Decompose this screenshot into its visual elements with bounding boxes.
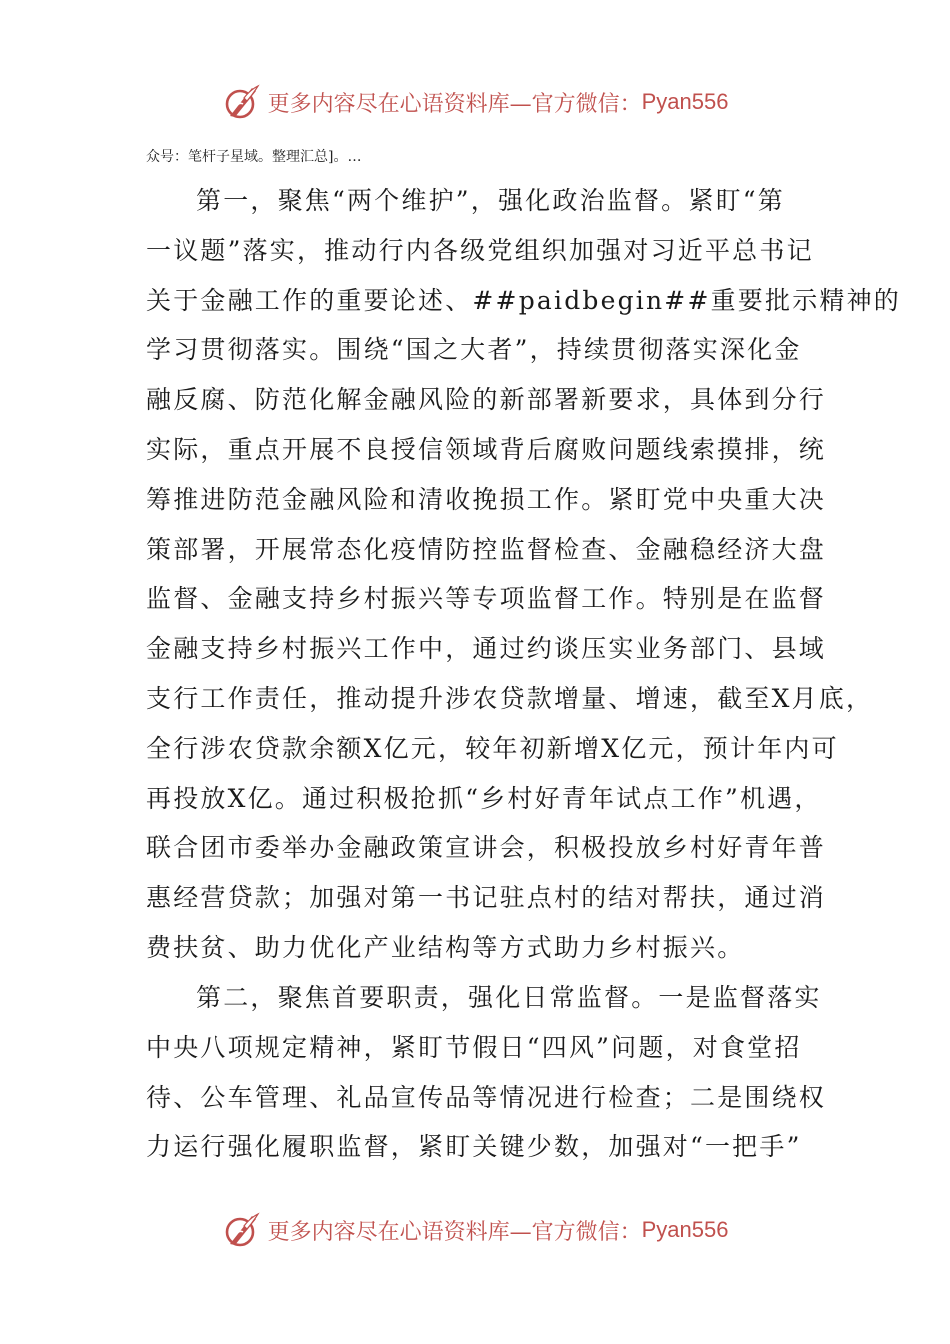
paragraph-1-line: 再投放X亿。通过积极抢抓“乡村好青年试点工作”机遇， xyxy=(146,783,822,813)
paragraph-1-line: 融反腐、防范化解金融风险的新部署新要求，具体到分行 xyxy=(146,385,827,415)
paragraph-2 xyxy=(146,973,836,1172)
watermark-text: 更多内容尽在心语资料库—官方微信： xyxy=(267,91,642,117)
paragraph-1-line: 策部署，开展常态化疫情防控监督检查、金融稳经济大盘 xyxy=(146,534,827,564)
watermark-banner-bottom xyxy=(0,1208,950,1252)
quill-pen-logo-icon xyxy=(222,1210,262,1250)
paragraph-1-line: 筹推进防范金融风险和清收挽损工作。紧盯党中央重大决 xyxy=(146,484,827,514)
paragraph-1-line: 学习贯彻落实。围绕“国之大者”，持续贯彻落实深化金 xyxy=(146,335,802,365)
paragraph-1-line: 一议题”落实，推动行内各级党组织加强对习近平总书记 xyxy=(146,235,814,265)
paragraph-1-line: 关于金融工作的重要论述、##paidbegin##重要批示精神的 xyxy=(146,285,901,315)
paragraph-1-line: 全行涉农贷款余额X亿元，较年初新增X亿元，预计年内可 xyxy=(146,733,839,763)
paragraph-2-line: 第二，聚焦首要职责，强化日常监督。一是监督落实 xyxy=(196,983,822,1012)
quill-pen-logo-icon xyxy=(222,82,262,122)
paragraph-1-line: 惠经营贷款；加强对第一书记驻点村的结对帮扶，通过消 xyxy=(146,883,827,913)
paragraph-1-line: 支行工作责任，推动提升涉农贷款增量、增速，截至X月底， xyxy=(146,683,874,713)
paragraph-1-line: 联合团市委举办金融政策宣讲会，积极投放乡村好青年普 xyxy=(146,833,827,863)
paragraph-2-line: 中央八项规定精神，紧盯节假日“四风”问题，对食堂招 xyxy=(146,1032,802,1062)
paragraph-1-line: 监督、金融支持乡村振兴等专项监督工作。特别是在监督 xyxy=(146,584,827,614)
paragraph-1 xyxy=(146,176,901,973)
paragraph-1-line: 第一，聚焦“两个维护”，强化政治监督。紧盯“第 xyxy=(196,186,785,215)
watermark-banner-top xyxy=(0,80,950,124)
paragraph-1-line: 费扶贫、助力优化产业结构等方式助力乡村振兴。 xyxy=(146,932,745,962)
watermark-wechat-id: Pyan556 xyxy=(641,89,729,114)
paragraph-2-line: 力运行强化履职监督，紧盯关键少数，加强对“一把手” xyxy=(146,1132,802,1162)
watermark-text: 更多内容尽在心语资料库—官方微信： xyxy=(267,1219,642,1245)
watermark-wechat-id: Pyan556 xyxy=(641,1217,729,1242)
paragraph-1-line: 金融支持乡村振兴工作中，通过约谈压实业务部门、县域 xyxy=(146,634,827,664)
paragraph-2-line: 待、公车管理、礼品宣传品等情况进行检查；二是围绕权 xyxy=(146,1082,827,1112)
snippet-line: 众号：笔杆子星域。整理汇总]。… xyxy=(146,149,362,165)
paragraph-1-line: 实际，重点开展不良授信领域背后腐败问题线索摸排，统 xyxy=(146,434,827,464)
